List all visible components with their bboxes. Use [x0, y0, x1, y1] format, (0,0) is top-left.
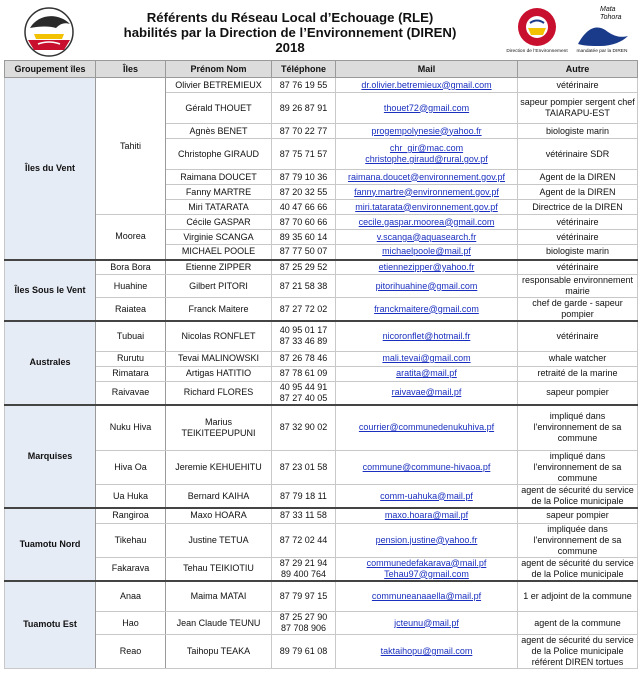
email-link[interactable]: cecile.gaspar.moorea@gmail.com	[336, 215, 518, 230]
table-row	[5, 557, 638, 581]
person-name: Virginie SCANGA	[166, 230, 272, 245]
person-name: Tehau TEIKIOTIU	[166, 557, 272, 581]
island-name: Raiatea	[96, 298, 166, 322]
role-description: impliquée dans l'environnement de sa commune	[518, 523, 638, 557]
mata-tohora-name: Mata Tohora	[600, 6, 622, 21]
email-link[interactable]: progempolynesie@yahoo.fr	[336, 124, 518, 139]
diren-logo	[505, 6, 569, 58]
person-name: Raimana DOUCET	[166, 170, 272, 185]
table-row	[5, 321, 638, 351]
email-link-part[interactable]: communedefakarava@mail.pf	[366, 557, 487, 568]
group-name: Marquises	[5, 405, 96, 509]
island-name: Nuku Hiva	[96, 405, 166, 451]
person-name: Bernard KAIHA	[166, 485, 272, 509]
role-description: whale watcher	[518, 351, 638, 366]
mata-tohora-logo	[568, 6, 636, 58]
island-name: Anaa	[96, 581, 166, 612]
table-row	[5, 485, 638, 509]
person-name: Cécile GASPAR	[166, 215, 272, 230]
email-link[interactable]: v.scanga@aquasearch.fr	[336, 230, 518, 245]
header	[0, 0, 640, 60]
table-row	[5, 405, 638, 451]
phone-number-part: 87 29 21 94	[279, 557, 328, 568]
person-name: Taihopu TEAKA	[166, 635, 272, 669]
person-name: Olivier BETREMIEUX	[166, 78, 272, 93]
diren-logo-caption: Direction de l’Environnement	[506, 49, 568, 54]
phone-number	[272, 612, 336, 635]
phone-number	[272, 557, 336, 581]
email-link[interactable]: raivavae@mail.pf	[336, 381, 518, 405]
header-row	[5, 61, 638, 78]
email-link[interactable]	[336, 557, 518, 581]
column-header-mail: Mail	[336, 61, 518, 78]
person-name: Maxo HOARA	[166, 508, 272, 523]
phone-number-part: 87 25 27 90	[279, 612, 328, 622]
island-name: Ua Huka	[96, 485, 166, 509]
referents-table	[4, 60, 638, 669]
island-name: Fakarava	[96, 557, 166, 581]
table-row	[5, 275, 638, 298]
person-name: Maima MATAI	[166, 581, 272, 612]
island-name: Tikehau	[96, 523, 166, 557]
phone-number: 87 78 61 09	[272, 366, 336, 381]
group-name: Tuamotu Est	[5, 581, 96, 669]
island-name: Hiva Oa	[96, 451, 166, 485]
role-description: Agent de la DIREN	[518, 170, 638, 185]
phone-number: 89 35 60 14	[272, 230, 336, 245]
title-line-2: habilités par la Direction de l’Environnement (DIREN)	[123, 25, 457, 40]
person-name: Miri TATARATA	[166, 200, 272, 215]
role-description: biologiste marin	[518, 245, 638, 260]
group-name: Tuamotu Nord	[5, 508, 96, 581]
island-name: Hao	[96, 612, 166, 635]
phone-number: 87 21 58 38	[272, 275, 336, 298]
phone-number: 87 79 10 36	[272, 170, 336, 185]
role-description: chef de garde - sapeur pompier	[518, 298, 638, 322]
email-link[interactable]: nicoronflet@hotmail.fr	[336, 321, 518, 351]
island-name: Bora Bora	[96, 260, 166, 275]
table-row	[5, 612, 638, 635]
phone-number: 87 72 02 44	[272, 523, 336, 557]
person-name: Tevai MALINOWSKI	[166, 351, 272, 366]
person-name: Richard FLORES	[166, 381, 272, 405]
role-description: impliqué dans l'environnement de sa commune	[518, 405, 638, 451]
island-name: Reao	[96, 635, 166, 669]
email-link[interactable]: michaelpoole@mail.pf	[336, 245, 518, 260]
role-description: responsable environnement mairie	[518, 275, 638, 298]
email-link[interactable]: pension.justine@yahoo.fr	[336, 523, 518, 557]
role-description: impliqué dans l'environnement de sa commune	[518, 451, 638, 485]
phone-number: 87 20 32 55	[272, 185, 336, 200]
person-name: MICHAEL POOLE	[166, 245, 272, 260]
role-description: vétérinaire SDR	[518, 139, 638, 170]
phone-number	[272, 381, 336, 405]
role-description: retraité de la marine	[518, 366, 638, 381]
email-link-part[interactable]: chr_gir@mac.com	[389, 143, 464, 153]
email-link[interactable]: franckmaitere@gmail.com	[336, 298, 518, 322]
role-description: sapeur pompier	[518, 508, 638, 523]
role-description: agent de sécurité du service de la Police municipale	[518, 485, 638, 509]
role-description: agent de la commune	[518, 612, 638, 635]
table-row	[5, 635, 638, 669]
table-row	[5, 78, 638, 93]
column-header-iles: Îles	[96, 61, 166, 78]
phone-number-part: 40 95 01 17	[279, 325, 328, 336]
person-name: Agnès BENET	[166, 124, 272, 139]
email-link[interactable]: commune@commune-hivaoa.pf	[336, 451, 518, 485]
table-body	[5, 78, 638, 669]
email-link-part[interactable]: Tehau97@gmail.com	[384, 568, 469, 579]
phone-number: 87 79 18 11	[272, 485, 336, 509]
person-name: Gilbert PITORI	[166, 275, 272, 298]
column-header-prenom-nom: Prénom Nom	[166, 61, 272, 78]
role-description: vétérinaire	[518, 78, 638, 93]
email-link-part[interactable]: christophe.giraud@rural.gov.pf	[365, 154, 488, 164]
email-link[interactable]: mali.tevai@gmail.com	[336, 351, 518, 366]
role-description: agent de sécurité du service de la Police municipale	[518, 557, 638, 581]
role-description: 1 er adjoint de la commune	[518, 581, 638, 612]
email-link[interactable]: thouet72@gmail.com	[336, 93, 518, 124]
phone-number: 87 33 11 58	[272, 508, 336, 523]
role-description	[518, 635, 638, 669]
email-link[interactable]: etiennezipper@yahoo.fr	[336, 260, 518, 275]
role-description: Agent de la DIREN	[518, 185, 638, 200]
email-link[interactable]: dr.olivier.betremieux@gmail.com	[336, 78, 518, 93]
mata-tohora-caption: mandatée par la DIREN	[576, 49, 628, 54]
table-row	[5, 351, 638, 366]
island-name: Rurutu	[96, 351, 166, 366]
table-row	[5, 215, 638, 230]
island-name: Rimatara	[96, 366, 166, 381]
role-description-part: référent DIREN tortues	[531, 657, 624, 667]
role-description: sapeur pompier sergent chef TAIARAPU-EST	[518, 93, 638, 124]
phone-number-part: 87 27 40 05	[279, 392, 328, 403]
person-name: Jeremie KEHUEHITU	[166, 451, 272, 485]
island-name: Huahine	[96, 275, 166, 298]
phone-number: 87 79 97 15	[272, 581, 336, 612]
table-row	[5, 298, 638, 322]
person-name: Etienne ZIPPER	[166, 260, 272, 275]
table-row	[5, 581, 638, 612]
person-name: Fanny MARTRE	[166, 185, 272, 200]
island-name: Moorea	[96, 215, 166, 260]
role-description: Directrice de la DIREN	[518, 200, 638, 215]
phone-number: 87 26 78 46	[272, 351, 336, 366]
phone-number: 40 47 66 66	[272, 200, 336, 215]
person-name: Marius TEIKITEEPUPUNI	[166, 405, 272, 451]
phone-number: 89 79 61 08	[272, 635, 336, 669]
email-link[interactable]: aratita@mail.pf	[336, 366, 518, 381]
email-link[interactable]: taktaihopu@gmail.com	[336, 635, 518, 669]
document-title	[90, 10, 490, 55]
role-description: vétérinaire	[518, 230, 638, 245]
title-line-1: Référents du Réseau Local d’Echouage (RLE)	[146, 10, 434, 25]
group-name: Australes	[5, 321, 96, 405]
phone-number: 87 70 60 66	[272, 215, 336, 230]
table-row	[5, 381, 638, 405]
email-link[interactable]: maxo.hoara@mail.pf	[336, 508, 518, 523]
email-link[interactable]: jcteunu@mail.pf	[336, 612, 518, 635]
role-description: vétérinaire	[518, 260, 638, 275]
dolphin-logo-icon	[20, 6, 78, 58]
person-name: Franck Maitere	[166, 298, 272, 322]
role-description: sapeur pompier	[518, 381, 638, 405]
table-row	[5, 260, 638, 275]
phone-number-part: 87 708 906	[280, 623, 327, 633]
island-name: Raivavae	[96, 381, 166, 405]
island-name: Tahiti	[96, 78, 166, 215]
column-header-telephone: Téléphone	[272, 61, 336, 78]
email-link[interactable]: comm-uahuka@mail.pf	[336, 485, 518, 509]
role-description: vétérinaire	[518, 215, 638, 230]
phone-number: 87 76 19 55	[272, 78, 336, 93]
person-name: Nicolas RONFLET	[166, 321, 272, 351]
phone-number: 89 26 87 91	[272, 93, 336, 124]
email-link[interactable]: raimana.doucet@environnement.gov.pf	[336, 170, 518, 185]
email-link[interactable]: fanny.martre@environnement.gov.pf	[336, 185, 518, 200]
email-link[interactable]: communeanaaella@mail.pf	[336, 581, 518, 612]
email-link[interactable]: pitorihuahine@gmail.com	[336, 275, 518, 298]
person-name: Christophe GIRAUD	[166, 139, 272, 170]
phone-number: 87 32 90 02	[272, 405, 336, 451]
polynesia-emblem-icon	[505, 6, 569, 50]
email-link[interactable]: miri.tatarata@environnement.gov.pf	[336, 200, 518, 215]
column-header-groupement: Groupement îles	[5, 61, 96, 78]
person-name: Gérald THOUET	[166, 93, 272, 124]
email-link[interactable]	[336, 139, 518, 170]
phone-number: 87 77 50 07	[272, 245, 336, 260]
phone-number: 87 25 29 52	[272, 260, 336, 275]
phone-number: 87 23 01 58	[272, 451, 336, 485]
table-row	[5, 366, 638, 381]
phone-number: 87 75 71 57	[272, 139, 336, 170]
table-row	[5, 451, 638, 485]
group-name: Îles Sous le Vent	[5, 260, 96, 322]
person-name: Justine TETUA	[166, 523, 272, 557]
table-row	[5, 508, 638, 523]
title-line-3: 2018	[275, 40, 305, 55]
table-row	[5, 523, 638, 557]
phone-number-part: 89 400 764	[280, 568, 327, 579]
role-description-part: agent de sécurité du service de la Police municipale	[521, 635, 634, 656]
phone-number-part: 40 95 44 91	[279, 381, 328, 392]
column-header-autre: Autre	[518, 61, 638, 78]
group-name: Îles du Vent	[5, 78, 96, 260]
island-name: Tubuai	[96, 321, 166, 351]
phone-number-part: 87 33 46 89	[279, 336, 328, 347]
email-link[interactable]: courrier@communedenukuhiva.pf	[336, 405, 518, 451]
phone-number: 87 70 22 77	[272, 124, 336, 139]
role-description: vétérinaire	[518, 321, 638, 351]
island-name: Rangiroa	[96, 508, 166, 523]
person-name: Jean Claude TEUNU	[166, 612, 272, 635]
phone-number	[272, 321, 336, 351]
role-description: biologiste marin	[518, 124, 638, 139]
phone-number: 87 27 72 02	[272, 298, 336, 322]
person-name: Artigas HATITIO	[166, 366, 272, 381]
